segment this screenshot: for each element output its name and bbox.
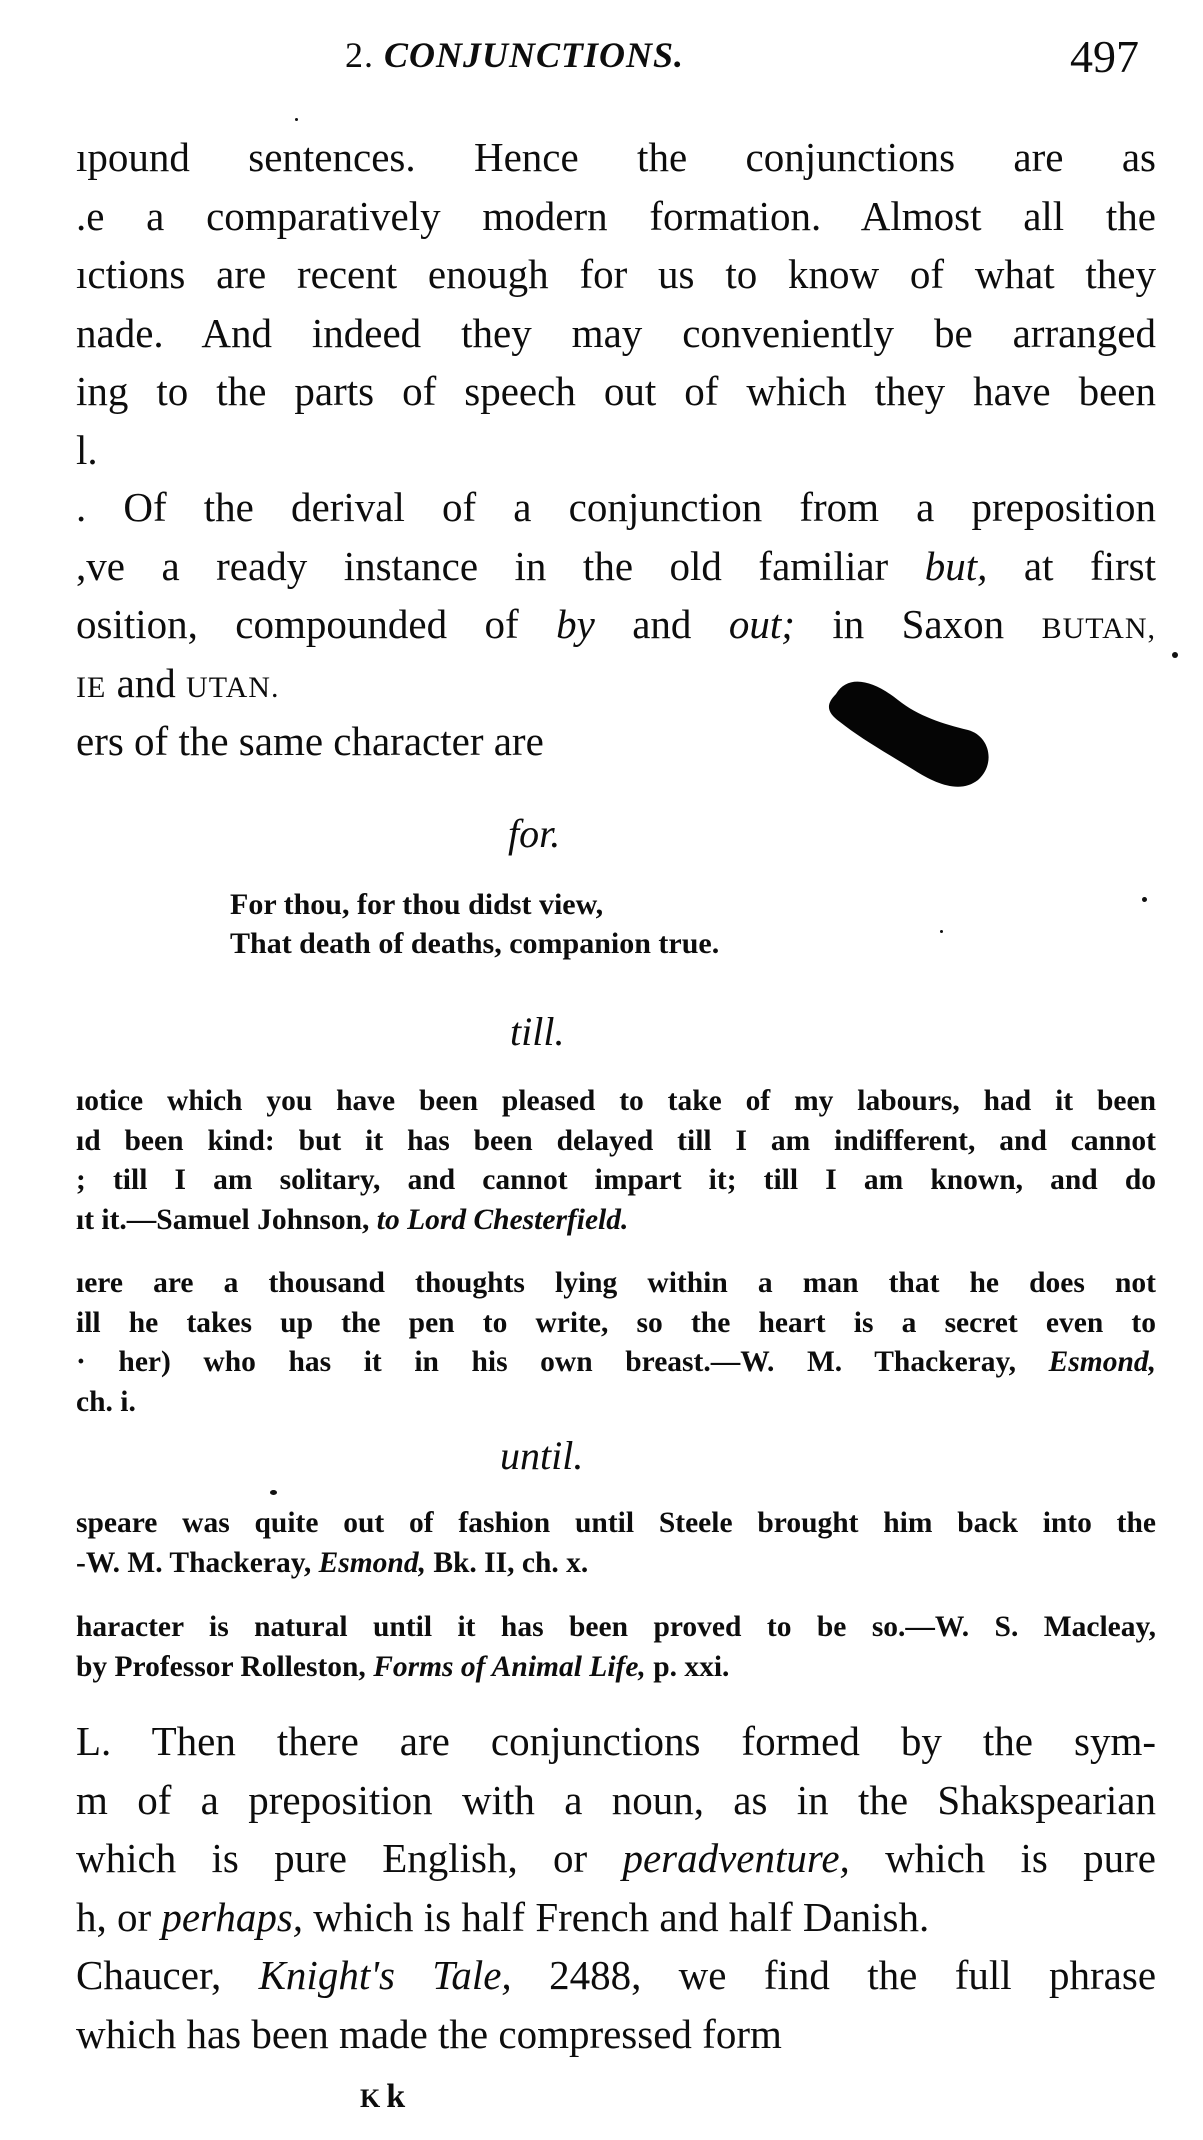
small-caps-word: UTAN. <box>186 670 280 704</box>
ink-speck <box>295 118 298 121</box>
quote-line <box>76 1544 1156 1584</box>
text-run: h, or <box>76 1893 152 1940</box>
small-caps-word: IE <box>76 670 107 704</box>
ink-speck <box>1142 897 1147 902</box>
italic-word: but, <box>924 542 988 589</box>
text-run: and <box>632 601 692 647</box>
text-line <box>76 1946 1156 2005</box>
paragraph-3 <box>76 1712 1156 2063</box>
text-run: which is half French and half Danish. <box>313 1893 930 1940</box>
text-line <box>76 1888 1156 1947</box>
text-run: p. xxi. <box>653 1650 730 1683</box>
ink-blot <box>818 672 998 802</box>
italic-word: peradventure, <box>622 1835 850 1881</box>
quotation-johnson <box>76 1082 1156 1240</box>
section-title-text: CONJUNCTIONS. <box>384 35 685 75</box>
text-line <box>76 1829 1156 1888</box>
text-line: ing to the parts of speech out of which they have been <box>76 368 1156 414</box>
text-run: ıt it.—Samuel Johnson, <box>76 1203 370 1236</box>
text-run: · her) who has it in his own breast.—W. M. Thackeray, <box>76 1346 1017 1378</box>
verse-quotation <box>230 885 719 963</box>
text-line <box>76 537 1156 596</box>
italic-title: Esmond, <box>318 1546 426 1579</box>
quote-line: ch. i. <box>76 1385 136 1418</box>
italic-title: to Lord Chesterfield. <box>376 1203 629 1236</box>
text-run: at first <box>1023 542 1157 589</box>
page-number: 497 <box>1070 31 1139 82</box>
ink-speck <box>1172 652 1178 658</box>
text-run: which is pure English, or <box>76 1835 588 1881</box>
small-caps-word: BUTAN, <box>1041 612 1156 645</box>
text-run: which is pure <box>885 1835 1157 1881</box>
quotation-thackeray-2 <box>76 1504 1156 1583</box>
text-run: in Saxon <box>832 601 1005 647</box>
text-run: 2488, we find the full phrase <box>549 1952 1157 1998</box>
text-run: ,ve a ready instance in the old familiar <box>76 542 889 589</box>
text-run: -W. M. Thackeray, <box>76 1546 312 1579</box>
running-header <box>0 30 1203 90</box>
section-number: 2. <box>345 35 374 75</box>
quote-line: haracter is natural until it has been proved to be so.—W. S. Macleay, <box>76 1611 1156 1643</box>
text-run: Bk. II, ch. x. <box>433 1546 589 1579</box>
quotation-macleay <box>76 1608 1156 1687</box>
quote-line <box>76 1343 1156 1383</box>
signature-small: K <box>360 2084 387 2113</box>
italic-word: by <box>556 601 595 647</box>
text-line: . Of the derival of a conjunction from a preposition <box>76 484 1156 530</box>
text-line: m of a preposition with a noun, as in the Shakspearian <box>76 1776 1156 1823</box>
verse-line: For thou, for thou didst view, <box>230 888 604 921</box>
italic-word: out; <box>728 601 795 647</box>
ink-speck <box>940 930 943 933</box>
quote-line <box>76 1201 1156 1241</box>
text-line: nade. And indeed they may conveniently be arranged <box>76 309 1156 356</box>
section-head-until: until. <box>500 1433 584 1478</box>
signature-big: k <box>386 2078 412 2115</box>
quote-line: ill he takes up the pen to write, so the heart is a secret even to <box>76 1306 1156 1339</box>
italic-word: perhaps, <box>161 1893 304 1940</box>
paragraph-1 <box>76 128 1156 479</box>
text-line: ıpound sentences. Hence the conjunctions are as <box>76 134 1156 180</box>
text-run: Chaucer, <box>76 1952 222 1998</box>
text-line: .e a comparatively modern formation. Almost all the <box>76 192 1156 239</box>
ink-speck <box>270 1490 277 1495</box>
section-head-till: till. <box>510 1009 565 1054</box>
italic-title: Knight's Tale, <box>258 1952 512 1998</box>
italic-title: Esmond, <box>1048 1346 1156 1378</box>
text-line: ıctions are recent enough for us to know of what they <box>76 251 1156 297</box>
text-run: by Professor Rolleston, <box>76 1650 366 1683</box>
quote-line: ıotice which you have been pleased to take of my labours, had it been <box>76 1085 1156 1117</box>
quote-line: speare was quite out of fashion until Steele brought him back into the <box>76 1507 1156 1539</box>
text-run: osition, compounded of <box>76 601 519 647</box>
text-line: l. <box>76 426 98 473</box>
signature-mark <box>360 2078 411 2116</box>
text-line: L. Then there are conjunctions formed by the sym- <box>76 1718 1156 1764</box>
section-head-for: for. <box>508 811 561 856</box>
text-line <box>76 595 1156 654</box>
quote-line <box>76 1648 1156 1688</box>
text-line: ers of the same character are <box>76 718 544 764</box>
text-run: and <box>116 659 176 706</box>
quote-line: ; till I am solitary, and cannot impart it; till I am known, and do <box>76 1164 1156 1196</box>
verse-line: That death of deaths, companion true. <box>230 927 720 960</box>
quote-line: ıere are a thousand thoughts lying within a man that he does not <box>76 1267 1156 1299</box>
italic-title: Forms of Animal Life, <box>373 1650 646 1683</box>
quotation-thackeray-1 <box>76 1264 1156 1422</box>
quote-line: ıd been kind: but it has been delayed till I am indifferent, and cannot <box>76 1124 1156 1157</box>
section-title <box>345 34 684 76</box>
text-line: which has been made the compressed form <box>76 2010 782 2057</box>
